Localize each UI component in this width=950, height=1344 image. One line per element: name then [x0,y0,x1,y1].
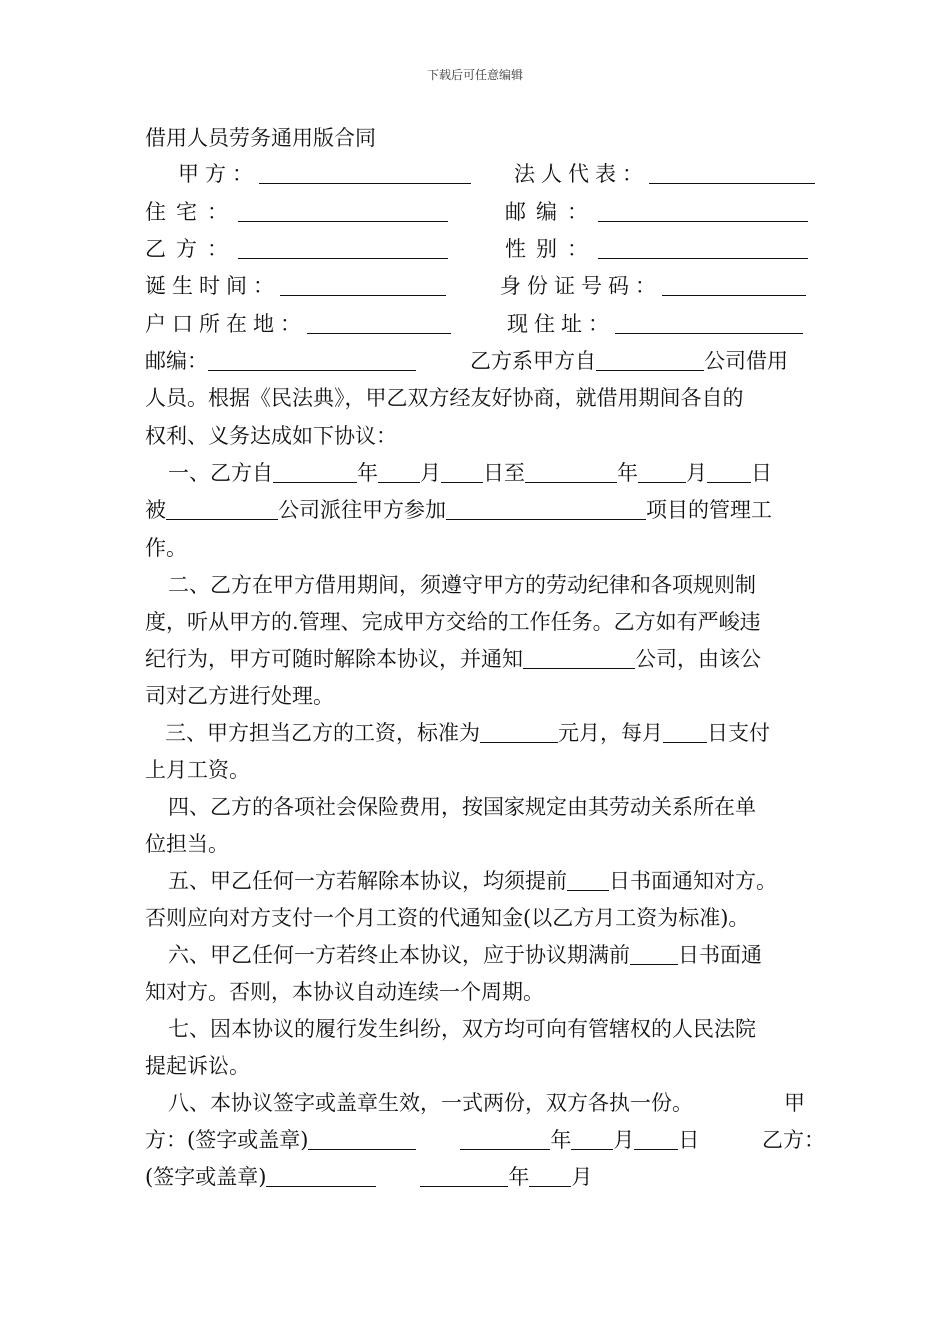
sign-month-label: 月 [613,1128,635,1152]
clause-2-text-b: 公司，由该公 [635,647,761,671]
birth-label: 诞生时间： [145,274,280,298]
month-label-2: 月 [686,461,707,485]
legal-rep-blank [649,163,815,184]
clause-3-text-a: 三、甲方担当乙方的工资，标准为 [165,721,480,745]
legal-rep-label: 法人代表： [514,162,649,186]
day-label: 日至 [483,461,525,485]
party-b-month-label: 月 [571,1165,593,1189]
clause-2-text-a: 纪行为，甲方可随时解除本协议，并通知 [145,647,523,671]
start-month-blank [378,462,420,483]
clause-1-line-1 [168,459,772,487]
party-b-year-blank [420,1166,508,1187]
party-b-sign-text: (签字或盖章) [145,1165,267,1189]
clause-3-text-c: 日支付 [707,721,770,745]
year-label-2: 年 [617,461,638,485]
day-label-2: 日 [751,461,772,485]
gender-blank [598,238,808,259]
residence-row [145,198,448,226]
document-title: 借用人员劳务通用版合同 [145,126,376,150]
party-a-month-blank [571,1129,613,1150]
clause-6-text-b: 日书面通 [678,943,762,967]
clause-5-text-b: 日书面通知对方。 [609,869,777,893]
end-day-blank [707,462,751,483]
party-b-sign-blank [266,1166,376,1187]
clause-6-line-1 [168,941,762,969]
party-b-sign-label: 乙方： [762,1128,825,1152]
sign-year-label: 年 [550,1128,572,1152]
salary-blank [480,722,558,743]
clause-2-line-2: 度，听从甲方的.管理、完成甲方交给的工作任务。乙方如有严峻违 [145,610,761,634]
address-row [507,310,803,338]
clause-4-line-1: 四、乙方的各项社会保险费用，按国家规定由其劳动关系所在单 [168,795,756,819]
party-a-year-blank [460,1129,550,1150]
clause-1-line-2 [145,496,772,524]
party-b-row [145,235,448,263]
gender-row [505,235,808,263]
clause-2-line-1: 二、乙方在甲方借用期间，须遵守甲方的劳动纪律和各项规则制 [168,573,756,597]
start-year-blank [273,462,357,483]
party-b-month-blank [529,1166,571,1187]
id-blank [662,275,806,296]
party-a-row [178,160,471,188]
residence-blank [238,201,448,222]
notice-days-blank [567,870,609,891]
clause-7-line-2: 提起诉讼。 [145,1054,250,1078]
clause-6-text-a: 六、甲乙任何一方若终止本协议，应于协议期满前 [168,943,630,967]
party-b-label: 乙方： [145,237,238,261]
end-year-blank [525,462,617,483]
party-a-sign-blank [308,1129,416,1150]
clause-8-line-1: 八、本协议签字或盖章生效，一式两份，双方各执一份。 [168,1091,693,1115]
intro-line-2: 人员。根据《民法典》，甲乙双方经友好协商，就借用期间各自的 [145,386,744,410]
start-day-blank [441,462,483,483]
clause-5-line-1 [168,867,777,895]
postcode-blank [598,201,808,222]
end-month-blank [638,462,686,483]
company-blank-3 [523,648,635,669]
clause-3-line-2: 上月工资。 [145,758,250,782]
clause-3-text-b: 元月，每月 [558,721,663,745]
party-b-sign-row [145,1163,592,1191]
year-label: 年 [357,461,378,485]
clause-2-line-4: 司对乙方进行处理。 [145,684,334,708]
sign-day-label: 日 [678,1128,700,1152]
address-label: 现住址： [507,312,615,336]
hukou-row [145,310,451,338]
intro-text-a: 乙方系甲方自 [470,349,596,373]
clause-1-b: 被 [145,498,166,522]
postcode2-label: 邮编： [145,349,208,373]
postcode2-row [145,347,416,375]
clause-3-line-1 [165,719,770,747]
pay-day-blank [663,722,707,743]
hukou-blank [307,313,451,334]
termination-days-blank [630,944,678,965]
party-a-day-blank [634,1129,678,1150]
party-a-sign-row [145,1126,699,1154]
party-b-blank [238,238,448,259]
clause-5-line-2: 否则应向对方支付一个月工资的代通知金(以乙方月工资为标准)。 [145,906,750,930]
company-blank-1 [596,350,704,371]
party-a-label: 甲方： [178,162,259,186]
address-blank [615,313,803,334]
party-b-year-label: 年 [508,1165,530,1189]
party-a-sign-start: 甲 [784,1091,805,1115]
intro-row [470,347,788,375]
postcode-row [505,198,808,226]
clause-7-line-1: 七、因本协议的履行发生纠纷，双方均可向有管辖权的人民法院 [168,1017,756,1041]
hukou-label: 户口所在地： [145,312,307,336]
postcode-label: 邮编： [505,200,598,224]
clause-1-d: 项目的管理工 [646,498,772,522]
clause-5-text-a: 五、甲乙任何一方若解除本协议，均须提前 [168,869,567,893]
intro-line-3: 权利、义务达成如下协议： [145,424,397,448]
header-note: 下载后可任意编辑 [426,68,523,82]
residence-label: 住宅： [145,200,238,224]
gender-label: 性别： [505,237,598,261]
clause-6-line-2: 知对方。否则，本协议自动连续一个周期。 [145,980,544,1004]
birth-blank [280,275,446,296]
party-a-sign-label: 方：(签字或盖章) [145,1128,309,1152]
legal-rep-row [514,160,815,188]
id-label: 身份证号码： [500,274,662,298]
id-row [500,272,806,300]
intro-text-b: 公司借用 [704,349,788,373]
clause-4-line-2: 位担当。 [145,832,229,856]
postcode2-blank [208,350,416,371]
clause-1-c: 公司派往甲方参加 [278,498,446,522]
clause-1-text: 一、乙方自 [168,461,273,485]
clause-2-line-3 [145,645,761,673]
party-a-blank [259,163,471,184]
clause-1-line-3: 作。 [145,536,187,560]
project-blank [446,499,646,520]
birth-row [145,272,446,300]
month-label: 月 [420,461,441,485]
company-blank-2 [166,499,278,520]
